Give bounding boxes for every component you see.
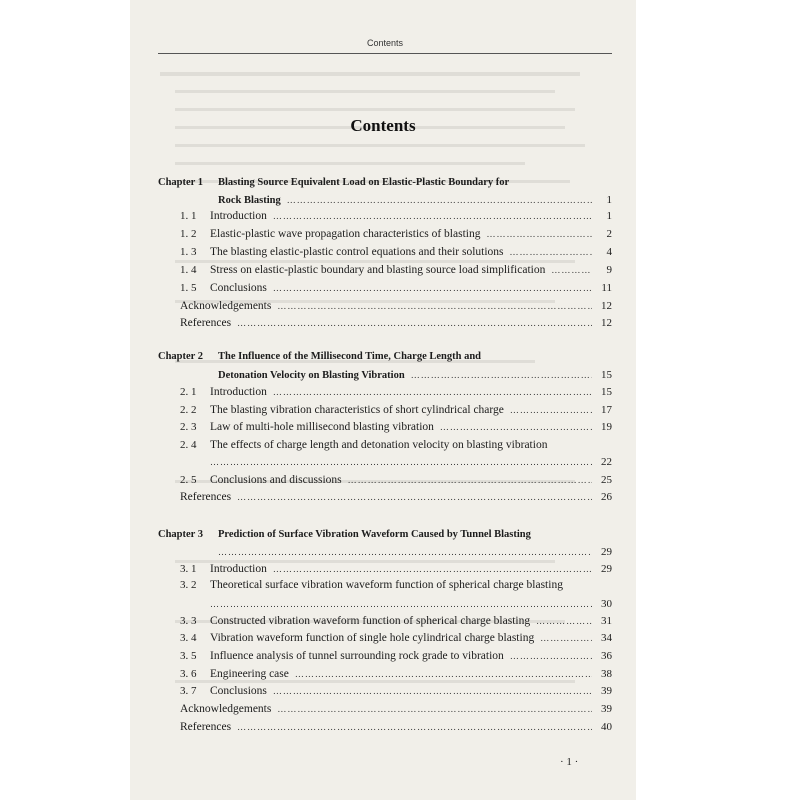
toc-entry[interactable] bbox=[180, 314, 612, 332]
toc-entry[interactable] bbox=[180, 207, 612, 225]
page-number: 34 bbox=[601, 632, 612, 644]
toc-entry[interactable] bbox=[180, 383, 612, 401]
leader-dots bbox=[277, 301, 592, 311]
section-title: Law of multi-hole millisecond blasting vibration bbox=[210, 421, 434, 433]
leader-dots bbox=[273, 686, 592, 696]
chapter-title: Detonation Velocity on Blasting Vibration bbox=[218, 369, 405, 381]
section-title: The blasting elastic-plastic control equations and their solutions bbox=[210, 246, 504, 258]
toc-entry[interactable] bbox=[180, 718, 612, 736]
page-number: 12 bbox=[601, 300, 612, 312]
chapter-3-heading[interactable] bbox=[158, 525, 618, 543]
page-title: Contents bbox=[350, 116, 416, 135]
leader-dots bbox=[440, 422, 592, 432]
chapter-title: Rock Blasting bbox=[218, 194, 281, 206]
toc-entry[interactable] bbox=[180, 629, 612, 647]
leader-dots bbox=[237, 492, 592, 502]
chapter-2-heading[interactable] bbox=[158, 347, 618, 365]
page-number: 31 bbox=[601, 615, 612, 627]
leader-dots bbox=[295, 669, 592, 679]
page-number: 15 bbox=[601, 369, 612, 381]
leader-dots bbox=[273, 283, 592, 293]
toc-entry-cont[interactable] bbox=[210, 595, 612, 613]
leader-dots bbox=[510, 405, 592, 415]
chapter-label: Chapter 1 bbox=[158, 176, 204, 188]
page-number: 26 bbox=[601, 491, 612, 503]
section-number: 1. 3 bbox=[180, 246, 197, 258]
toc-entry[interactable] bbox=[180, 665, 612, 683]
toc-entry[interactable] bbox=[180, 436, 612, 454]
section-title: Acknowledgements bbox=[180, 300, 272, 312]
toc-entry-cont[interactable] bbox=[210, 453, 612, 471]
page-number: 30 bbox=[601, 598, 612, 610]
leader-dots bbox=[510, 651, 592, 661]
toc-entry[interactable] bbox=[180, 401, 612, 419]
leader-dots bbox=[210, 599, 592, 609]
section-title: Introduction bbox=[210, 386, 267, 398]
leader-dots bbox=[218, 547, 592, 557]
leader-dots bbox=[277, 704, 592, 714]
page-number: 29 bbox=[601, 546, 612, 558]
section-title: Conclusions bbox=[210, 685, 267, 697]
section-title: Elastic-plastic wave propagation characteristics of blasting bbox=[210, 228, 481, 240]
leader-dots bbox=[510, 247, 592, 257]
section-number: 2. 4 bbox=[180, 439, 197, 451]
section-number: 1. 4 bbox=[180, 264, 197, 276]
page-number: 36 bbox=[601, 650, 612, 662]
toc-entry[interactable] bbox=[180, 576, 612, 594]
section-title: The blasting vibration characteristics of short cylindrical charge bbox=[210, 404, 504, 416]
toc-entry[interactable] bbox=[180, 682, 612, 700]
section-number: 3. 2 bbox=[180, 579, 197, 591]
section-title: Introduction bbox=[210, 563, 267, 575]
section-number: 3. 7 bbox=[180, 685, 197, 697]
leader-dots bbox=[486, 229, 592, 239]
section-title: Conclusions bbox=[210, 282, 267, 294]
chapter-label: Chapter 2 bbox=[158, 350, 204, 362]
chapter-1-heading[interactable] bbox=[158, 173, 618, 191]
section-number: 3. 3 bbox=[180, 615, 197, 627]
section-title: References bbox=[180, 317, 232, 329]
section-title: References bbox=[180, 491, 232, 503]
section-title: Conclusions and discussions bbox=[210, 474, 342, 486]
page-number: 25 bbox=[601, 474, 612, 486]
section-title: Engineering case bbox=[210, 668, 289, 680]
toc-entry[interactable] bbox=[180, 612, 612, 630]
section-number: 1. 5 bbox=[180, 282, 197, 294]
toc-entry[interactable] bbox=[180, 471, 612, 489]
section-title: Introduction bbox=[210, 210, 267, 222]
running-head: Contents bbox=[366, 38, 404, 48]
chapter-label: Chapter 3 bbox=[158, 528, 204, 540]
section-title: The effects of charge length and detonation velocity on blasting vibration bbox=[210, 439, 548, 451]
page-folio: · 1 · bbox=[560, 756, 579, 768]
section-number: 2. 2 bbox=[180, 404, 197, 416]
toc-entry[interactable] bbox=[180, 225, 612, 243]
page-number: 1 bbox=[606, 210, 612, 222]
chapter-title: Blasting Source Equivalent Load on Elastic-Plastic Boundary for bbox=[218, 176, 510, 188]
page-number: 1 bbox=[606, 194, 612, 206]
page-number: 22 bbox=[601, 456, 612, 468]
leader-dots bbox=[287, 195, 592, 205]
section-number: 1. 1 bbox=[180, 210, 197, 222]
leader-dots bbox=[411, 370, 592, 380]
leader-dots bbox=[237, 722, 592, 732]
toc-entry[interactable] bbox=[180, 700, 612, 718]
toc-entry[interactable] bbox=[180, 279, 612, 297]
toc-entry[interactable] bbox=[180, 297, 612, 315]
page-number: 11 bbox=[601, 282, 612, 294]
page-number: 4 bbox=[606, 246, 612, 258]
page-number: 9 bbox=[606, 264, 612, 276]
page-number: 2 bbox=[606, 228, 612, 240]
section-title: References bbox=[180, 721, 232, 733]
leader-dots bbox=[273, 387, 592, 397]
section-number: 3. 4 bbox=[180, 632, 197, 644]
section-title: Influence analysis of tunnel surrounding rock grade to vibration bbox=[210, 650, 504, 662]
leader-dots bbox=[551, 265, 592, 275]
section-number: 2. 5 bbox=[180, 474, 197, 486]
leader-dots bbox=[273, 211, 592, 221]
toc-entry[interactable] bbox=[180, 261, 612, 279]
section-title: Vibration waveform function of single hole cylindrical charge blasting bbox=[210, 632, 535, 644]
leader-dots bbox=[348, 475, 592, 485]
page-number: 39 bbox=[601, 703, 612, 715]
toc-entry[interactable] bbox=[180, 418, 612, 436]
page-number: 12 bbox=[601, 317, 612, 329]
page-number: 15 bbox=[601, 386, 612, 398]
leader-dots bbox=[210, 457, 592, 467]
toc-entry[interactable] bbox=[180, 647, 612, 665]
page-number: 39 bbox=[601, 685, 612, 697]
section-title: Theoretical surface vibration waveform function of spherical charge blasting bbox=[210, 579, 563, 591]
section-number: 3. 6 bbox=[180, 668, 197, 680]
toc-entry[interactable] bbox=[180, 243, 612, 261]
page-number: 38 bbox=[601, 668, 612, 680]
chapter-title: Prediction of Surface Vibration Waveform Caused by Tunnel Blasting bbox=[218, 528, 531, 540]
section-number: 2. 1 bbox=[180, 386, 197, 398]
section-number: 2. 3 bbox=[180, 421, 197, 433]
section-title: Acknowledgements bbox=[180, 703, 272, 715]
chapter-3-heading-cont[interactable] bbox=[218, 543, 612, 561]
page-number: 40 bbox=[601, 721, 612, 733]
section-number: 1. 2 bbox=[180, 228, 197, 240]
page-number: 17 bbox=[601, 404, 612, 416]
leader-dots bbox=[237, 318, 592, 328]
section-number: 3. 1 bbox=[180, 563, 197, 575]
section-title: Constructed vibration waveform function of spherical charge blasting bbox=[210, 615, 531, 627]
chapter-2-heading-cont[interactable] bbox=[218, 366, 612, 384]
section-number: 3. 5 bbox=[180, 650, 197, 662]
leader-dots bbox=[273, 564, 592, 574]
page-number: 19 bbox=[601, 421, 612, 433]
toc-entry[interactable] bbox=[180, 488, 612, 506]
chapter-title: The Influence of the Millisecond Time, Charge Length and bbox=[218, 350, 481, 362]
page-number: 29 bbox=[601, 563, 612, 575]
leader-dots bbox=[540, 633, 592, 643]
leader-dots bbox=[536, 616, 592, 626]
section-title: Stress on elastic-plastic boundary and blasting source load simplification bbox=[210, 264, 546, 276]
